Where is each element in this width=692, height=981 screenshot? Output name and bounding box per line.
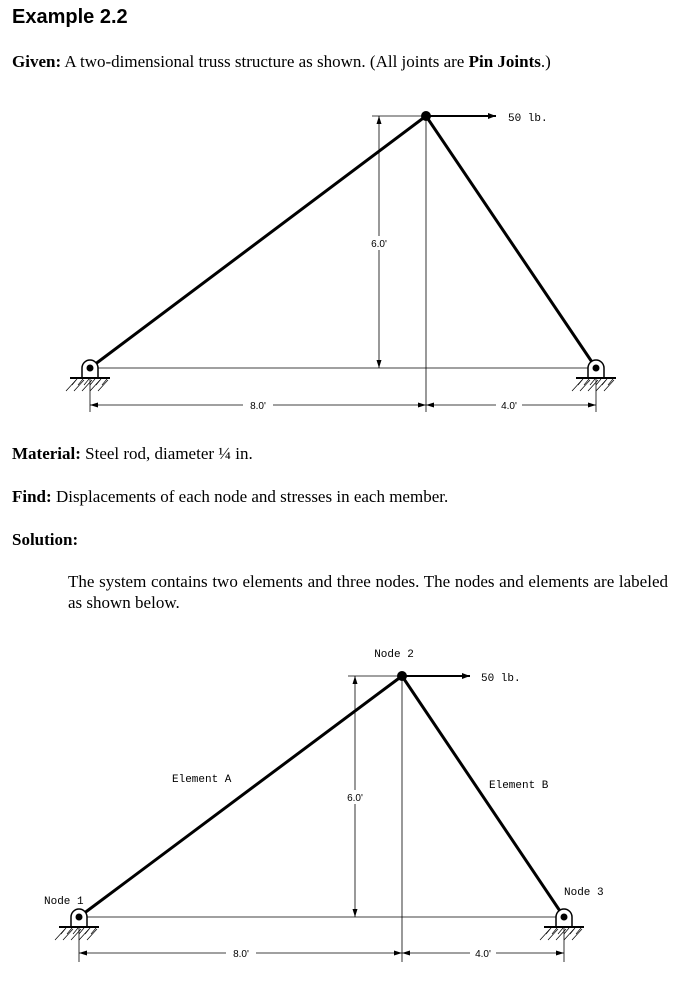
- given-label: Given:: [12, 52, 62, 71]
- solution-label: Solution:: [12, 530, 79, 549]
- solution-paragraph: The system contains two elements and three nodes. The nodes and elements are labeled as shown below.: [68, 572, 668, 612]
- given-text: A two-dimensional truss structure as shown. (All joints are: [61, 52, 469, 71]
- node-3-label: Node 3: [564, 887, 604, 899]
- element-b-label: Element B: [489, 780, 549, 792]
- given-text-end: .): [540, 52, 551, 71]
- page-title: Example 2.2: [12, 6, 128, 28]
- material-line: [12, 443, 253, 465]
- material-label: Material:: [12, 444, 81, 463]
- solution-heading: [12, 529, 78, 551]
- left-span-label: 8.0': [250, 401, 266, 412]
- material-text: Steel rod, diameter ¼ in.: [80, 444, 253, 463]
- find-text: Displacements of each node and stresses in each member.: [51, 487, 449, 506]
- given-bold: Pin Joints: [468, 52, 541, 71]
- member-right: [426, 116, 596, 368]
- truss-figure-2: [0, 636, 692, 976]
- node-2-label: Node 2: [374, 649, 414, 661]
- node-2-joint: [397, 671, 407, 681]
- node-apex: [421, 111, 431, 121]
- pin-support-node-3: [540, 909, 584, 940]
- pin-support-node-1: [55, 909, 99, 940]
- left-span-label: 8.0': [233, 949, 249, 960]
- right-span-label: 4.0': [475, 949, 491, 960]
- given-line: [12, 51, 551, 73]
- height-dimension-label: 6.0': [371, 239, 387, 250]
- find-line: [12, 486, 448, 508]
- load-label: 50 lb.: [508, 113, 548, 125]
- height-dimension-label: 6.0': [347, 793, 363, 804]
- element-b-member: [402, 676, 564, 917]
- pin-support-right: [572, 360, 616, 391]
- node-1-label: Node 1: [44, 896, 84, 908]
- truss-figure-1: [0, 100, 692, 420]
- load-label: 50 lb.: [481, 673, 521, 685]
- element-a-label: Element A: [172, 774, 232, 786]
- find-label: Find:: [12, 487, 52, 506]
- right-span-label: 4.0': [501, 401, 517, 412]
- pin-support-left: [66, 360, 110, 391]
